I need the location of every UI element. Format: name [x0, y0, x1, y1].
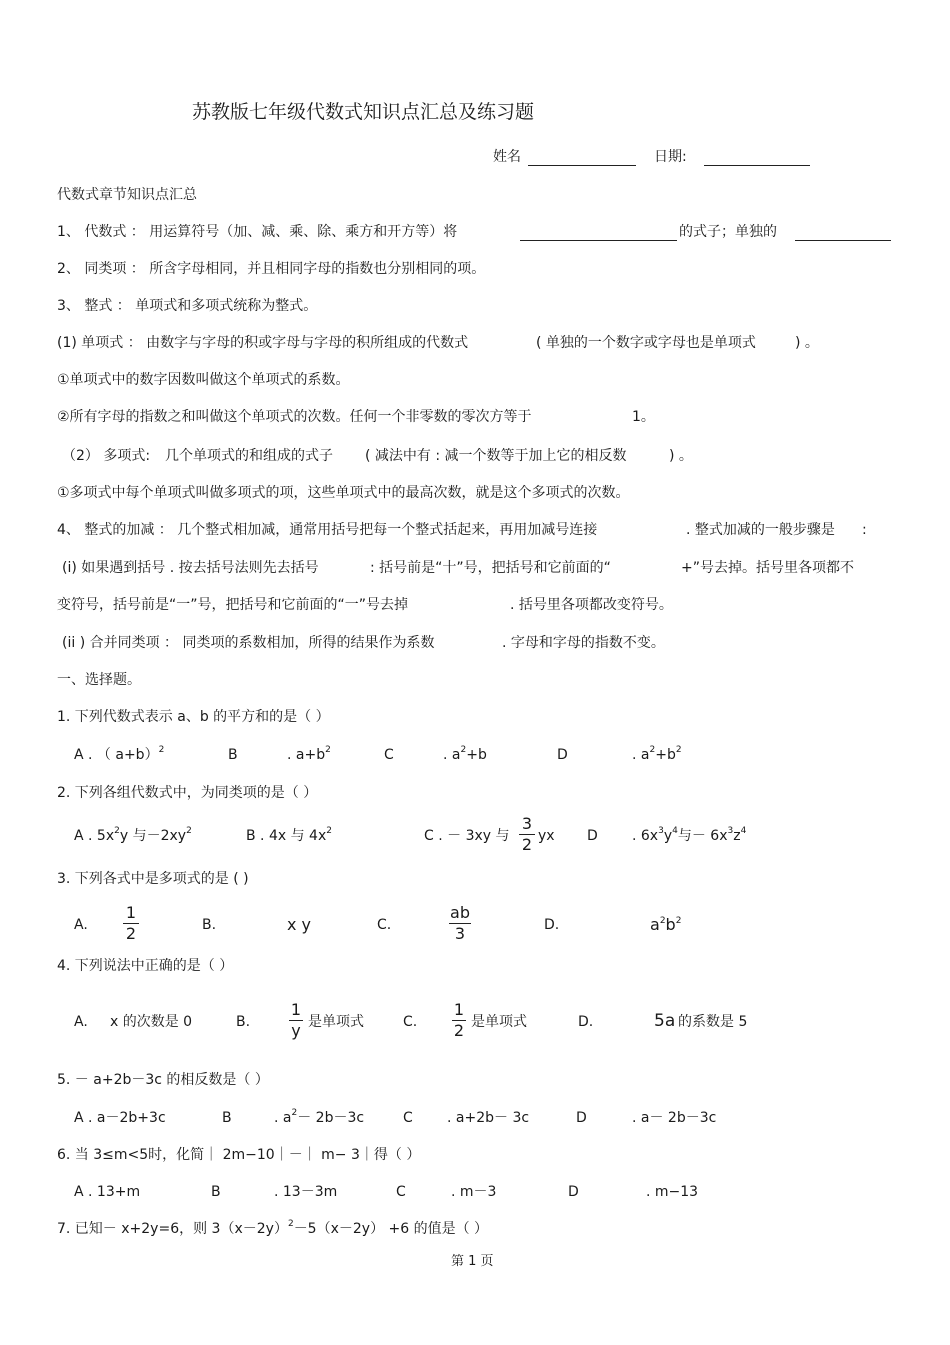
q3-a-denominator: 2	[125, 924, 137, 943]
k4-text-b: ( 单独的一个数字或字母也是单项式	[536, 335, 756, 351]
q3-option-a-letter[interactable]: A.	[74, 917, 88, 933]
k9-text-b: . 整式加减的一般步骤是	[686, 522, 835, 538]
k9-text: 4、 整式的加减 ： 几个整式相加减，通常用括号把每一个整式括起来，再用加减号连接	[57, 522, 598, 538]
q3-option-d[interactable]	[650, 917, 681, 933]
q1-b-exp: 2	[325, 745, 331, 755]
q1-option-d[interactable]	[632, 745, 682, 763]
q2-d-exp-1: 3	[658, 826, 664, 836]
q1-option-d-letter[interactable]: D	[557, 747, 568, 763]
page-footer: 第 1 页	[451, 1254, 494, 1269]
q4-c-fraction	[452, 1002, 466, 1039]
q2-d-exp-3: 3	[727, 826, 734, 836]
q6-option-b[interactable]: . 13－3m	[274, 1184, 338, 1200]
q7-exp: 2	[287, 1219, 294, 1229]
q4-option-a-letter[interactable]: A.	[74, 1014, 88, 1030]
q7-text-2: －5（x－2y） +6 的值是（ ）	[293, 1221, 489, 1237]
k1-blank-2[interactable]	[795, 240, 891, 241]
k11-text-b: . 括号里各项都改变符号。	[510, 597, 673, 613]
k7-text: （2） 多项式:	[62, 448, 151, 464]
q1-d-exp-2: 2	[675, 745, 682, 755]
name-label: 姓名	[493, 149, 521, 165]
q2-b-exp: 2	[326, 826, 332, 836]
q3-option-d-letter[interactable]: D.	[544, 917, 560, 933]
k11-text: 变符号，括号前是“一”号，把括号和它前面的“一”号去掉	[57, 597, 409, 613]
q2-option-d[interactable]	[632, 826, 747, 844]
q3-d-exp-2: 2	[675, 916, 682, 926]
q3-a-fraction	[123, 905, 139, 942]
q1-d-text: . a	[632, 747, 650, 763]
k6-text-b: 1。	[632, 409, 655, 425]
k1-text-b: 的式子；单独的	[679, 224, 777, 240]
k12-text-b: . 字母和字母的指数不变。	[502, 635, 665, 651]
q1-option-b[interactable]	[287, 745, 331, 763]
k3-text: 3、 整式 ： 单项式和多项式统称为整式。	[57, 298, 318, 314]
q4-b-fraction	[289, 1002, 303, 1039]
q3-c-denominator: 3	[454, 924, 466, 943]
q1-c-exp: 2	[460, 745, 467, 755]
q6-option-b-letter[interactable]: B	[211, 1184, 221, 1200]
q1-c-text: . a	[443, 747, 461, 763]
k10-text: (i) 如果遇到括号 . 按去括号法则先去括号	[62, 560, 319, 576]
k1-blank-1[interactable]	[520, 240, 677, 241]
q4-stem: 4. 下列说法中正确的是（ ）	[57, 958, 234, 974]
k9-text-c: :	[862, 522, 867, 538]
q4-c-numerator: 1	[453, 1000, 465, 1019]
k4-text: (1) 单项式 ： 由数字与字母的积或字母与字母的积所组成的代数式	[57, 335, 469, 351]
q6-option-d[interactable]: . m−13	[646, 1184, 699, 1200]
q5-b-text-2: － 2b－3c	[297, 1110, 365, 1126]
q3-d-text: a	[650, 915, 660, 934]
q2-a-exp-2: 2	[186, 826, 192, 836]
q2-stem: 2. 下列各组代数式中，为同类项的是（ ）	[57, 785, 318, 801]
q3-d-text-2: b	[665, 915, 676, 934]
q4-d-text: 的系数是 5	[678, 1014, 748, 1030]
k4-text-c: ) 。	[795, 335, 819, 351]
q4-b-denominator: y	[291, 1021, 301, 1040]
q2-c-numerator: 3	[521, 814, 533, 833]
q2-b-text: B . 4x 与 4x	[246, 828, 327, 844]
q2-a-exp: 2	[114, 826, 120, 836]
k1-text: 1、 代数式 ： 用运算符号（加、减、乘、除、乘方和开方等）将	[57, 224, 458, 240]
k2-text: 2、 同类项 ： 所含字母相同，并且相同字母的指数也分别相同的项。	[57, 261, 486, 277]
q1-option-b-letter[interactable]: B	[228, 747, 238, 763]
q5-stem: 5. － a+2b－3c 的相反数是（ ）	[57, 1072, 269, 1088]
k8-text: ①多项式中每个单项式叫做多项式的项，这些单项式中的最高次数，就是这个多项式的次数。	[57, 485, 630, 501]
q5-option-b[interactable]	[274, 1108, 365, 1126]
date-label: 日期:	[654, 149, 687, 165]
name-blank[interactable]	[528, 165, 636, 166]
q1-a-exp: 2	[158, 745, 165, 755]
q4-b-text: 是单项式	[308, 1014, 364, 1030]
q1-d-exp: 2	[649, 745, 656, 755]
q2-d-exp-4: 4	[740, 826, 747, 836]
q2-option-b[interactable]	[246, 826, 332, 844]
q4-option-d[interactable]: 5a	[654, 1011, 676, 1031]
q1-d-text-2: +b	[655, 747, 676, 763]
q3-stem: 3. 下列各式中是多项式的是 ( )	[57, 871, 249, 887]
q5-b-exp: 2	[291, 1108, 298, 1118]
q5-option-a[interactable]: A . a－2b+3c	[74, 1110, 166, 1126]
q3-option-c-letter[interactable]: C.	[377, 917, 392, 933]
q4-b-numerator: 1	[290, 1000, 302, 1019]
q2-d-text-3: 与－ 6x	[677, 828, 728, 844]
k5-text: ①单项式中的数字因数叫做这个单项式的系数。	[57, 372, 350, 388]
part-heading: 一、选择题。	[57, 672, 141, 688]
q1-stem: 1. 下列代数式表示 a、b 的平方和的是（ ）	[57, 709, 330, 725]
q3-a-numerator: 1	[125, 903, 137, 922]
q6-option-a[interactable]: A . 13+m	[74, 1184, 141, 1200]
section-heading: 代数式章节知识点汇总	[57, 187, 197, 203]
q2-option-d-letter[interactable]: D	[587, 828, 598, 844]
q2-c-fraction	[519, 816, 535, 853]
q2-d-text-4: z	[733, 828, 741, 844]
q6-option-c[interactable]: . m－3	[451, 1184, 497, 1200]
k7-text-b: 几个单项式的和组成的式子	[165, 448, 333, 464]
k7-text-c: ( 减法中有 : 减一个数等于加上它的相反数	[365, 448, 627, 464]
k10-text-c: +”号去掉。括号里各项都不	[681, 560, 854, 576]
q2-d-text: . 6x	[632, 828, 659, 844]
q1-c-text-2: +b	[466, 747, 487, 763]
q2-d-exp-2: 4	[672, 826, 678, 836]
q7-stem	[57, 1219, 489, 1237]
document-title: 苏教版七年级代数式知识点汇总及练习题	[192, 101, 535, 123]
q4-option-d-letter[interactable]: D.	[578, 1014, 594, 1030]
q5-option-b-letter[interactable]: B	[222, 1110, 232, 1126]
k7-text-d: ) 。	[669, 448, 693, 464]
q1-option-c-letter[interactable]: C	[384, 747, 394, 763]
q5-b-text: . a	[274, 1110, 292, 1126]
q4-c-text: 是单项式	[471, 1014, 527, 1030]
q1-option-a[interactable]	[74, 745, 165, 763]
q1-b-text: . a+b	[287, 747, 326, 763]
q2-a-text-2: y 与－2xy	[119, 828, 187, 844]
q3-option-b[interactable]: x y	[287, 915, 312, 934]
q6-stem: 6. 当 3≤m<5时，化简｜ 2m−10｜－｜ m− 3｜得（ ）	[57, 1147, 421, 1163]
q2-d-text-2: y	[663, 828, 673, 844]
q1-a-text: A . （ a+b）	[74, 747, 159, 763]
q6-option-c-letter[interactable]: C	[396, 1184, 406, 1200]
q2-option-a[interactable]	[74, 826, 192, 844]
q5-option-d-letter[interactable]: D	[576, 1110, 587, 1126]
q4-option-b-letter[interactable]: B.	[236, 1014, 251, 1030]
q5-option-c[interactable]: . a+2b－ 3c	[447, 1110, 530, 1126]
q3-option-b-letter[interactable]: B.	[202, 917, 217, 933]
q2-c-denominator: 2	[521, 835, 533, 854]
q2-a-text: A . 5x	[74, 828, 115, 844]
k12-text: (ii ) 合并同类项 ： 同类项的系数相加，所得的结果作为系数	[62, 635, 435, 651]
q6-option-d-letter[interactable]: D	[568, 1184, 579, 1200]
q3-c-fraction	[449, 905, 471, 942]
q1-option-c[interactable]	[443, 745, 487, 763]
q3-c-numerator: ab	[450, 903, 470, 922]
q4-c-denominator: 2	[453, 1021, 465, 1040]
q3-d-exp-1: 2	[659, 916, 666, 926]
q2-c-text-2: yx	[538, 828, 555, 844]
q4-option-c-letter[interactable]: C.	[403, 1014, 418, 1030]
q4-option-a[interactable]: x 的次数是 0	[110, 1014, 193, 1030]
date-blank[interactable]	[704, 165, 810, 166]
k6-text: ②所有字母的指数之和叫做这个单项式的次数。任何一个非零数的零次方等于	[57, 409, 532, 425]
q7-text: 7. 已知－ x+2y=6，则 3（x－2y）	[57, 1221, 288, 1237]
k10-text-b: : 括号前是“十”号，把括号和它前面的“	[370, 560, 611, 576]
q5-option-c-letter[interactable]: C	[403, 1110, 413, 1126]
q2-option-c[interactable]: C . － 3xy 与	[424, 828, 510, 844]
q5-option-d[interactable]: . a－ 2b－3c	[632, 1110, 717, 1126]
